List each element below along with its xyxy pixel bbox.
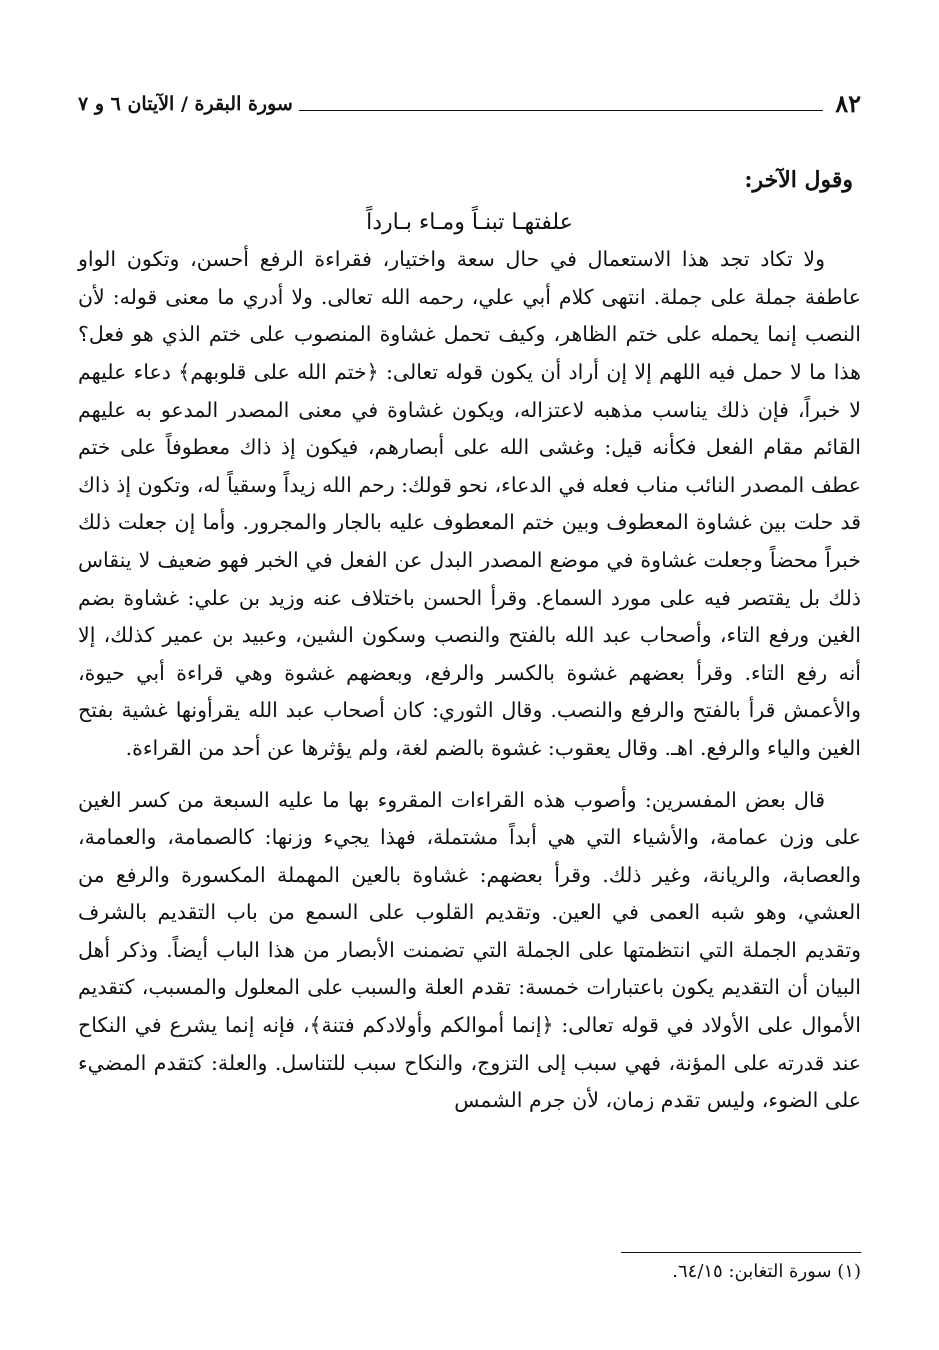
header-title: سورة البقرة / الآيتان ٦ و ٧ — [78, 93, 293, 115]
footnote-rule — [621, 1252, 861, 1253]
paragraph-2: قال بعض المفسرين: وأصوب هذه القراءات المقروء بها ما عليه السبعة من كسر الغين على وزن عمامة، والأشياء التي هي أبداً مشتملة، فهذا يجيء وزنها: كالصمامة، والعمامة، والعصابة، والريانة، وغير ذلك. وقرأ بعضهم: غشاوة بالعين المهملة المكسورة والرفع من العشي، وهو شبه العمى في العين. وتقديم القلوب على السمع من باب التقديم بالشرف وتقديم الجملة التي انتظمتها على الجملة التي تضمنت الأبصار من هذا الباب أيضاً. وذكر أهل البيان أن التقديم يكون باعتبارات خمسة: تقدم العلة والسبب على المعلول والمسبب، كتقديم الأموال على الأولاد في قوله تعالى: ﴿إنما أموالكم وأولادكم فتنة﴾، فإنه إنما يشرع في النكاح عند قدرته على المؤنة، فهي سبب إلى التزوج، والنكاح سبب للتناسل. والعلة: كتقدم المضيء على الضوء، وليس تقدم زمان، لأن جرم الشمس — [78, 787, 861, 1113]
footnote: (١) سورة التغابن: ٦٤/١٥. — [672, 1261, 861, 1282]
paragraph-1: ولا تكاد تجد هذا الاستعمال في حال سعة واختيار، فقراءة الرفع أحسن، وتكون الواو عاطفة جملة على جملة. انتهى كلام أبي علي، رحمه الله تعالى. ولا أدري ما معنى قوله: لأن النصب إنما يحمله على ختم الظاهر، وكيف تحمل غشاوة المنصوب على ختم الذي هو فعل؟ هذا ما لا حمل فيه اللهم إلا إن أراد أن يكون قوله تعالى: ﴿ختم الله على قلوبهم﴾ دعاء عليهم لا خبراً، فإن ذلك يناسب مذهبه لاعتزاله، ويكون غشاوة في معنى المصدر المدعو به عليهم القائم مقام الفعل فكأنه قيل: وغشى الله على أبصارهم، فيكون إذ ذاك معطوفاً على ختم عطف المصدر النائب مناب فعله في الدعاء، نحو قولك: رحم الله زيداً وسقياً له، وتكون إذ ذاك قد حلت بين غشاوة المعطوف وبين ختم المعطوف عليه بالجار والمجرور. وأما إن جعلت ذلك خبراً محضاً وجعلت غشاوة في موضع المصدر البدل عن الفعل في الخبر فهو ضعيف لا ينقاس ذلك بل يقتصر فيه على مورد السماع. وقرأ الحسن باختلاف عنه وزيد بن علي: غشاوة بضم الغين ورفع التاء، وأصحاب عبد الله بالفتح والنصب وسكون الشين، وعبيد بن عمير كذلك، إلا أنه رفع التاء. وقرأ بعضهم غشوة بالكسر والرفع، وبعضهم غشوة وهي قراءة أبي حيوة، والأعمش قرأ بالفتح والرفع والنصب. وقال الثوري: كان أصحاب عبد الله يقرأونها غشية بفتح الغين والياء والرفع. اهـ. وقال يعقوب: غشوة بالضم لغة، ولم يؤثرها عن أحد من القراءة. — [78, 247, 861, 760]
running-header — [78, 88, 861, 118]
poetry-verse: علفتهـا تبنـاً ومـاء بـارداً — [366, 209, 573, 235]
header-rule — [299, 110, 823, 111]
intro-line: وقول الآخر: — [744, 167, 853, 193]
main-text — [78, 162, 861, 1120]
page-number: ٨٢ — [835, 89, 861, 118]
